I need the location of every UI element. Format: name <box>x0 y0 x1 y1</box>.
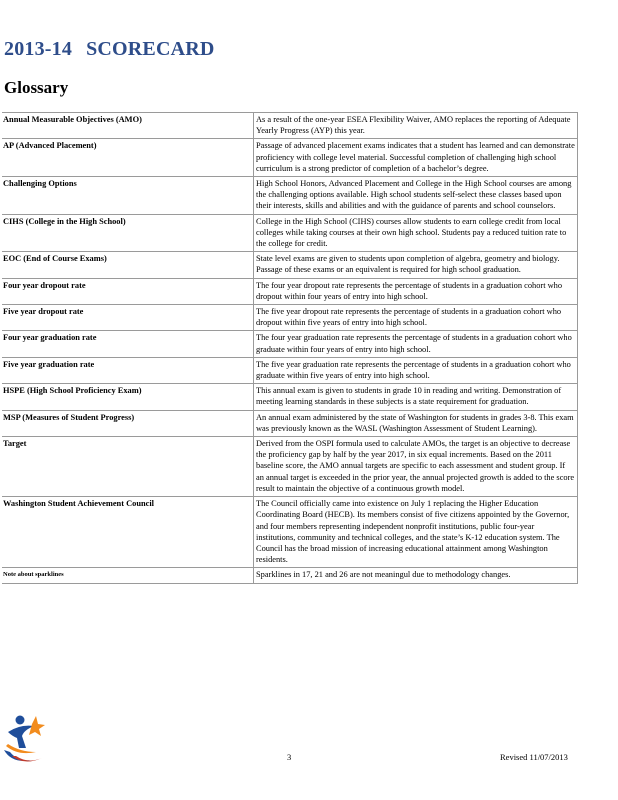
glossary-definition: The Council officially came into existence on July 1 replacing the Higher Education Coordinating Board (HECB). Its members consist of five citizens appointed by the Governor, and four members representing independent nonprofit institutions, public four-year institutions, community and technical colleges, and the state’s K-12 education system. The Council has the broad mission of increasing educational attainment among Washington residents. <box>254 497 578 568</box>
scorecard-title <box>4 38 215 61</box>
glossary-row <box>2 331 578 357</box>
glossary-row <box>2 113 578 139</box>
glossary-term: Annual Measurable Objectives (AMO) <box>2 113 254 139</box>
glossary-row <box>2 410 578 436</box>
glossary-term: Washington Student Achievement Council <box>2 497 254 568</box>
glossary-definition: The five year dropout rate represents the percentage of students in a graduation cohort who dropout within five years of entry into high school. <box>254 305 578 331</box>
glossary-row <box>2 252 578 278</box>
glossary-definition: As a result of the one-year ESEA Flexibility Waiver, AMO replaces the reporting of Adequate Yearly Progress (AYP) this year. <box>254 113 578 139</box>
glossary-row <box>2 437 578 497</box>
glossary-definition: High School Honors, Advanced Placement and College in the High School courses are among the challenging options available. High school students self-select these classes based upon their interests, skills and abilities and with the guidance of parents and school counselors. <box>254 177 578 215</box>
glossary-term: CIHS (College in the High School) <box>2 214 254 252</box>
glossary-term: EOC (End of Course Exams) <box>2 252 254 278</box>
scorecard-year: 2013-14 <box>4 38 73 60</box>
glossary-row <box>2 384 578 410</box>
glossary-term: Four year graduation rate <box>2 331 254 357</box>
glossary-row <box>2 139 578 177</box>
glossary-row <box>2 357 578 383</box>
district-logo-icon <box>2 712 46 772</box>
revised-date: Revised 11/07/2013 <box>500 752 568 762</box>
glossary-row <box>2 568 578 583</box>
glossary-row <box>2 177 578 215</box>
page-number: 3 <box>287 752 292 762</box>
glossary-row <box>2 214 578 252</box>
glossary-row <box>2 278 578 304</box>
glossary-term: Four year dropout rate <box>2 278 254 304</box>
glossary-definition: This annual exam is given to students in grade 10 in reading and writing. Demonstration of meeting learning standards in these subjects is a state requirement for graduation. <box>254 384 578 410</box>
glossary-definition: State level exams are given to students upon completion of algebra, geometry and biology. Passage of these exams or an equivalent is required for high school graduation. <box>254 252 578 278</box>
glossary-definition: An annual exam administered by the state of Washington for students in grades 3-8. This exam was previously known as the WASL (Washington Assessment of Student Learning). <box>254 410 578 436</box>
glossary-definition: College in the High School (CIHS) courses allow students to earn college credit from local colleges while taking courses at their own high school. Students pay a reduced tuition rate to the college for credit. <box>254 214 578 252</box>
glossary-term: MSP (Measures of Student Progress) <box>2 410 254 436</box>
glossary-definition: The four year graduation rate represents the percentage of students in a graduation cohort who graduate within four years of entry into high school. <box>254 331 578 357</box>
glossary-table <box>2 112 578 584</box>
glossary-term: HSPE (High School Proficiency Exam) <box>2 384 254 410</box>
glossary-definition: Passage of advanced placement exams indicates that a student has learned and can demonstrate proficiency with college level material. Successful completion of challenging high school curriculum is a strong predictor of completion of a bachelor’s degree. <box>254 139 578 177</box>
glossary-term: Challenging Options <box>2 177 254 215</box>
glossary-row <box>2 305 578 331</box>
glossary-definition: The four year dropout rate represents the percentage of students in a graduation cohort who dropout within four years of entry into high school. <box>254 278 578 304</box>
scorecard-title-text: SCORECARD <box>86 38 215 60</box>
glossary-term: Note about sparklines <box>2 568 254 583</box>
glossary-term: AP (Advanced Placement) <box>2 139 254 177</box>
glossary-heading: Glossary <box>4 78 69 97</box>
glossary-row <box>2 497 578 568</box>
glossary-term: Five year graduation rate <box>2 357 254 383</box>
glossary-term: Target <box>2 437 254 497</box>
glossary-definition: The five year graduation rate represents the percentage of students in a graduation cohort who graduate within five years of entry into high school. <box>254 357 578 383</box>
glossary-term: Five year dropout rate <box>2 305 254 331</box>
glossary-definition: Derived from the OSPI formula used to calculate AMOs, the target is an objective to decrease the proficiency gap by half by the year 2017, in six equal increments. Based on the 2011 baseline score, the AMO annual targets are specific to each assessment and student group. If an annual target is exceeded in the prior year, the annual projected growth is added to the score result to maintain the objective of a continuous growth model. <box>254 437 578 497</box>
glossary-definition: Sparklines in 17, 21 and 26 are not meaningul due to methodology changes. <box>254 568 578 583</box>
